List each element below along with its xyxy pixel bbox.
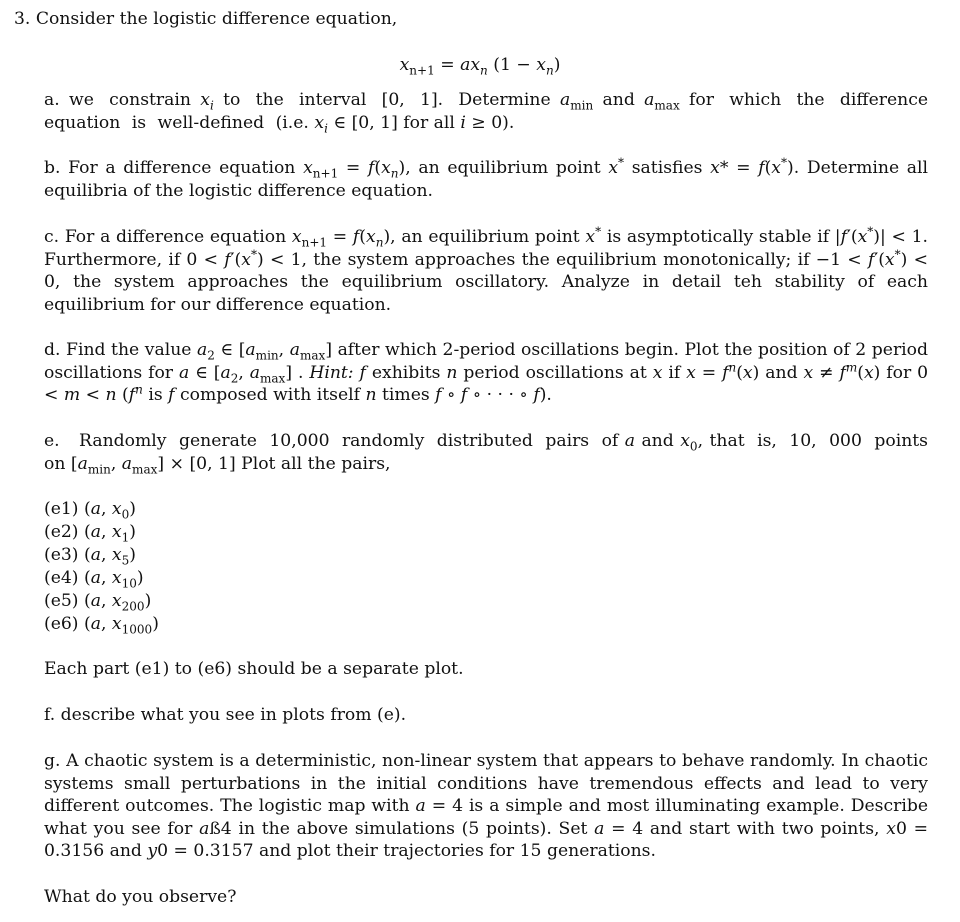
problem-header: 3. Consider the logistic difference equation, [14, 9, 398, 29]
list-item: (e2) (a, $x_1$) [44, 522, 136, 545]
part-d: d. Find the value $a_2$ ∈ [$a_{min}$, $a_{max}$] after which 2-period oscillations begin. Plot the position of 2 period oscillations for a ∈ [$a_2$, $a_{max}$] . Hint: f exhibits n period oscillations at x if $x = f^n(x)$ and $x \ne f^m(x)$ for 0 < m < n ($f^n$ is f composed with itself n times f ∘ f ∘ · · · ∘ f). [44, 340, 929, 405]
part-a: a. we constrain $x_i$ to the interval [0, 1]. Determine $a_{min}$ and $a_{max}$ for which the difference equation is well-defined (i.e. $x_i$ ∈ [0, 1] for all i ≥ 0). [44, 90, 929, 135]
logistic-equation: $x_{n+1} = ax_n$ $(1 - x_n)$ [399, 55, 561, 78]
list-item: (e6) (a, $x_{1000}$) [44, 614, 159, 637]
list-item: (e5) (a, $x_{200}$) [44, 591, 152, 614]
plot-note: Each part (e1) to (e6) should be a separate plot. [44, 659, 464, 679]
list-item: (e4) (a, $x_{10}$) [44, 568, 144, 591]
part-f: f. describe what you see in plots from (e). [44, 705, 407, 725]
plot-list [44, 498, 444, 636]
part-b: b. For a difference equation $x_{n+1} = f(x_n)$, an equilibrium point x* satisfies x* = f(x*). Determine all equilibria of the logistic difference equation. [44, 155, 929, 201]
part-e: e. Randomly generate 10,000 randomly distributed pairs of a and $x_0$, that is, 10, 000 points on [$a_{min}$, $a_{max}] \times [0$, 1] Plot all the pairs, [44, 431, 928, 476]
part-g: g. A chaotic system is a deterministic, non-linear system that appears to behave randomly. In chaotic systems small perturbations in the initial conditions have tremendous effects and lead to very different outcomes. The logistic map with a = 4 is a simple and most illuminating example. Describe what you see for aß4 in the above simulations (5 points). Set a = 4 and start with two points, x0 = 0.3156 and y0 = 0.3157 and plot their trajectories for 15 generations. [44, 751, 929, 861]
closing-question: What do you observe? [44, 887, 237, 907]
list-item: (e1) (a, $x_0$) [44, 499, 136, 522]
part-c: c. For a difference equation $x_{n+1} = f(x_n)$, an equilibrium point x* is asymptotically stable if |f′(x*)| < 1. Furthermore, if 0 < f′(x*) < 1, the system approaches the equilibrium monotonically; if −1 < f′(x*) < 0, the system approaches the equilibrium oscillatory. Analyze in detail teh stability of each equilibrium for our difference equation. [44, 224, 929, 315]
list-item: (e3) (a, $x_5$) [44, 545, 136, 568]
